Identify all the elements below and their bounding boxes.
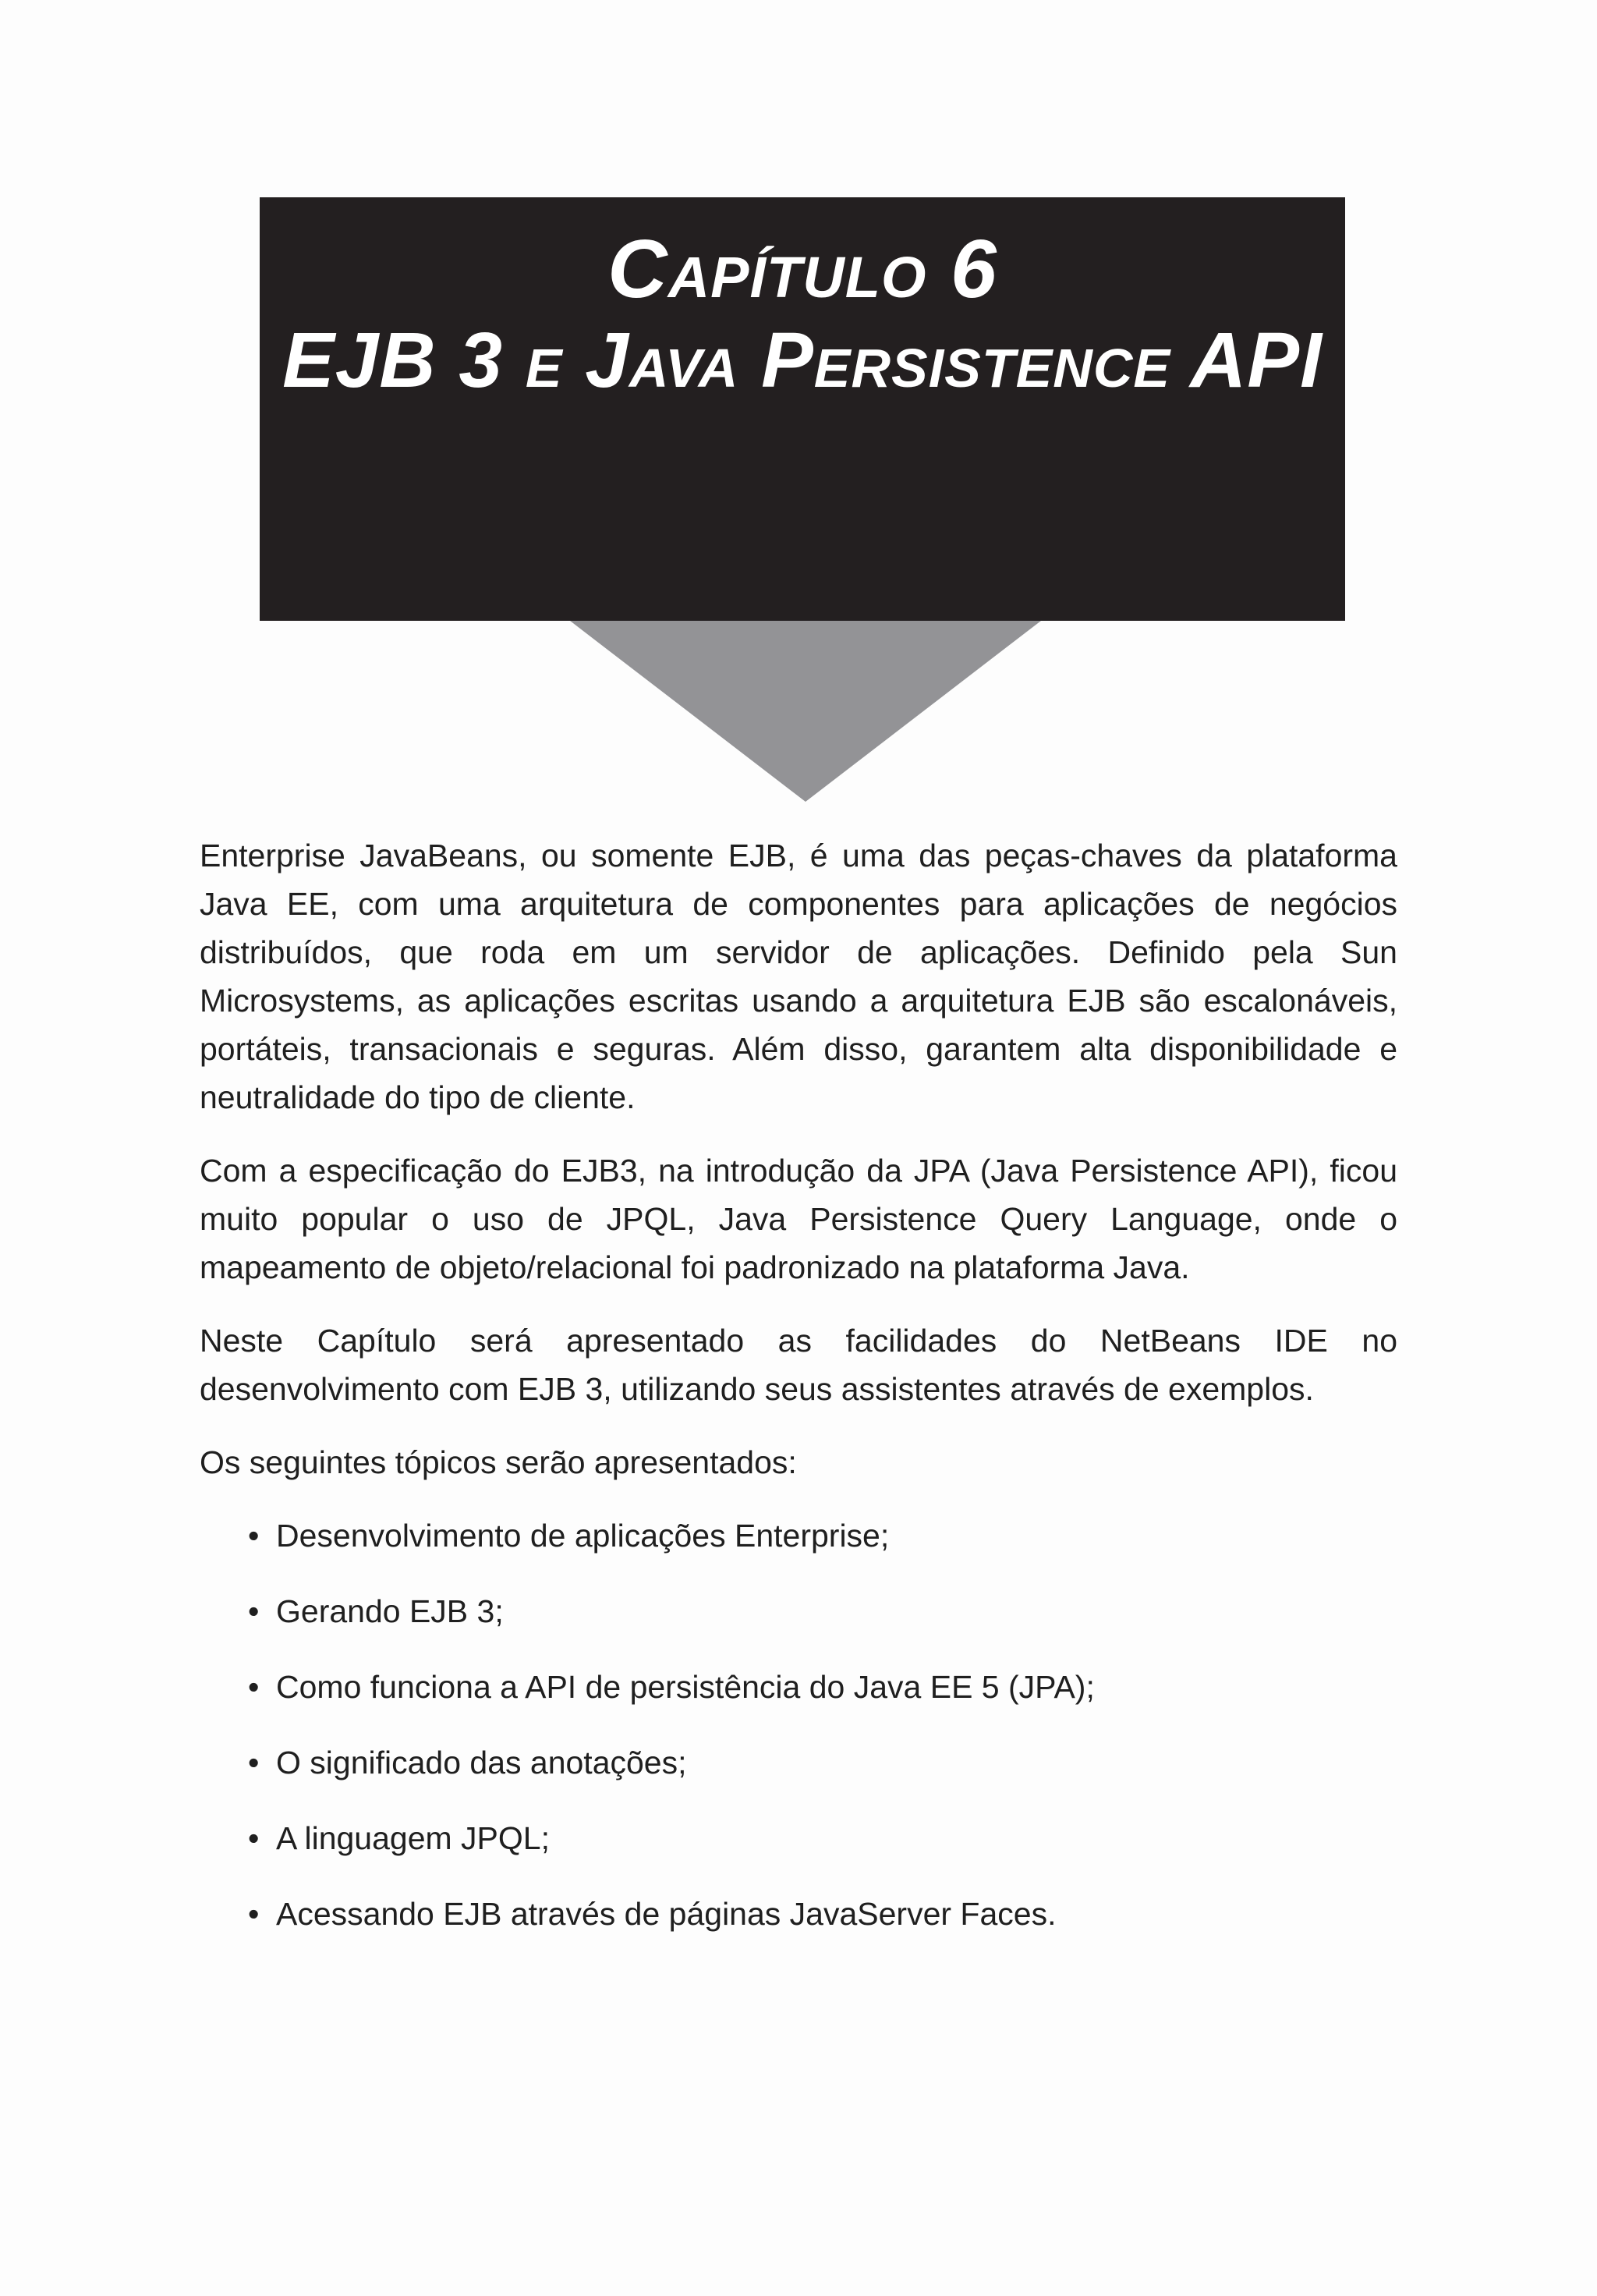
list-item	[248, 1738, 1397, 1787]
bullet-icon: •	[248, 1820, 260, 1856]
topic-text: O significado das anotações;	[276, 1745, 687, 1780]
intro-paragraph-1: Enterprise JavaBeans, ou somente EJB, é uma das peças-chaves da plataforma Java EE, com uma arquitetura de componentes para aplicações de negócios distribuídos, que roda em um servidor de aplicações. Definido pela Sun Microsystems, as aplicações escritas usando a arquitetura EJB são escalonáveis, portáteis, transacionais e seguras. Além disso, garantem alta disponibilidade e neutralidade do tipo de cliente.	[200, 838, 1397, 1115]
bullet-icon: •	[248, 1518, 260, 1554]
topic-list	[200, 1511, 1397, 1938]
bullet-icon: •	[248, 1593, 260, 1629]
chapter-label: Capítulo 6	[607, 223, 997, 315]
chapter-arrow-decoration	[570, 621, 1041, 802]
bullet-icon: •	[248, 1745, 260, 1780]
topic-text: Desenvolvimento de aplicações Enterprise;	[276, 1518, 890, 1554]
bullet-icon: •	[248, 1896, 260, 1932]
chapter-intro	[200, 831, 1397, 1965]
list-item	[248, 1890, 1397, 1938]
list-item	[248, 1587, 1397, 1635]
intro-paragraph-2: Com a especificação do EJB3, na introdução da JPA (Java Persistence API), ficou muito popular o uso de JPQL, Java Persistence Query Language, onde o mapeamento de objeto/relacional foi padronizado na plataforma Java.	[200, 1153, 1397, 1285]
list-item	[248, 1814, 1397, 1862]
bullet-icon: •	[248, 1669, 260, 1705]
topic-text: Acessando EJB através de páginas JavaServer Faces.	[276, 1896, 1057, 1932]
topics-intro: Os seguintes tópicos serão apresentados:	[200, 1444, 797, 1480]
topic-text: Gerando EJB 3;	[276, 1593, 504, 1629]
topic-text: A linguagem JPQL;	[276, 1820, 550, 1856]
chapter-header	[260, 197, 1345, 621]
list-item	[248, 1663, 1397, 1711]
topic-text: Como funciona a API de persistência do Java EE 5 (JPA);	[276, 1669, 1095, 1705]
intro-paragraph-3: Neste Capítulo será apresentado as facilidades do NetBeans IDE no desenvolvimento com EJB 3, utilizando seus assistentes através de exemplos.	[200, 1323, 1397, 1407]
list-item	[248, 1511, 1397, 1560]
chapter-title: EJB 3 e Java Persistence API	[282, 317, 1323, 404]
